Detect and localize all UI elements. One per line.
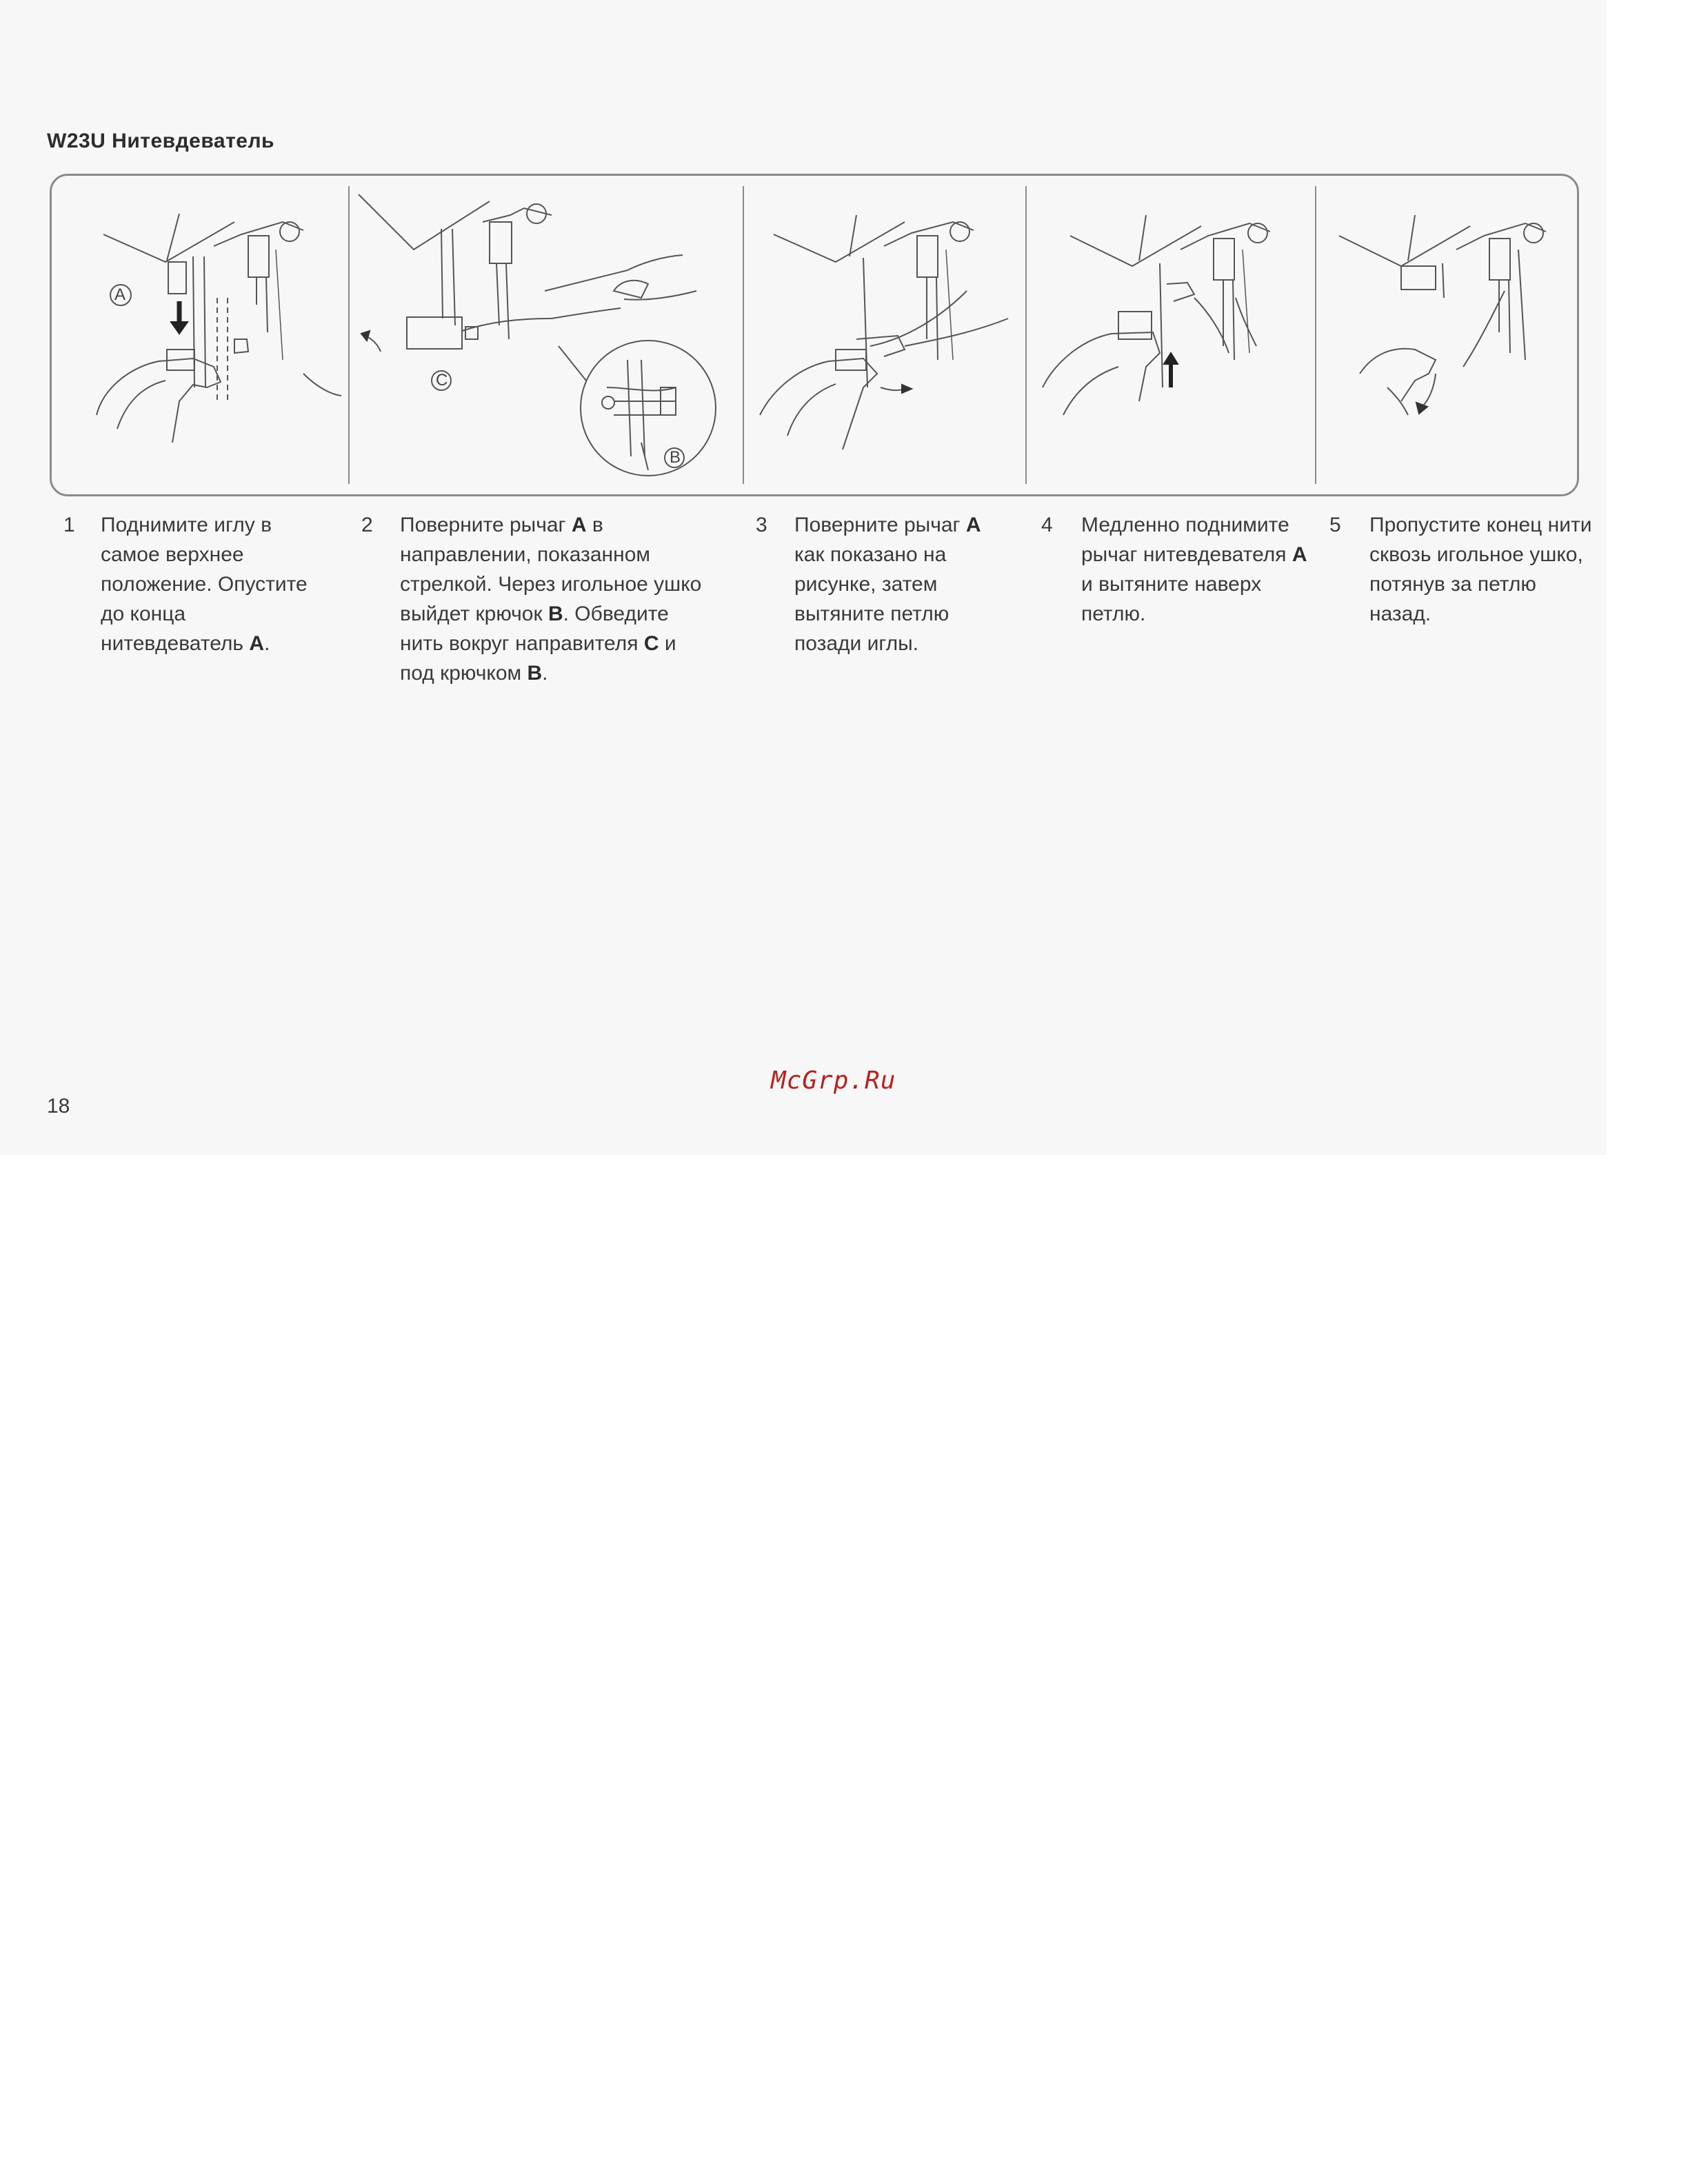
step-text-segment: Поверните рычаг <box>794 514 966 536</box>
step-text-segment: Медленно поднимите рычаг нитевдевателя <box>1081 514 1296 566</box>
label-a: A <box>114 285 126 304</box>
step-number: 3 <box>756 514 767 536</box>
panel-divider <box>1025 186 1027 484</box>
illustration-step-1 <box>76 181 345 491</box>
step-text <box>400 510 707 688</box>
page-number: 18 <box>47 1095 70 1118</box>
step-text-segment: Поверните рычаг <box>400 514 572 536</box>
step-number: 1 <box>63 514 75 536</box>
step-number: 2 <box>361 514 373 536</box>
step-text-segment: Поднимите иглу в самое верхнее положение. Опустите до конца нитевдеватель <box>101 514 314 655</box>
panel-divider <box>1315 186 1316 484</box>
step-text <box>794 510 1015 658</box>
page-title: W23U Нитевдеватель <box>47 130 274 152</box>
step-text-bold: B <box>527 662 543 685</box>
step-text-segment: в направлении, показанном стрелкой. Через игольное ушко выйдет крючок <box>400 514 707 625</box>
step-text-bold: B <box>547 603 563 625</box>
step-text-bold: C <box>643 632 659 655</box>
step-text <box>101 510 328 658</box>
step-text-segment: и под крючком <box>400 632 682 685</box>
step-text-segment: как показано на рисунке, затем вытяните петлю позади иглы. <box>794 514 987 655</box>
step-text-segment: Пропустите конец нити сквозь игольное ушко, потянув за петлю назад. <box>1369 514 1598 625</box>
watermark: McGrp.Ru <box>771 1066 896 1095</box>
step-text-segment: . Обведите нить вокруг направителя <box>400 603 675 655</box>
step-number: 4 <box>1041 514 1053 536</box>
step-text-segment: . <box>542 662 548 685</box>
panel-divider <box>743 186 744 484</box>
step-text-bold: A <box>1292 543 1307 566</box>
step-number: 5 <box>1329 514 1341 536</box>
step-text <box>1081 510 1313 629</box>
step-text-segment: . <box>264 632 270 655</box>
panel-divider <box>348 186 350 484</box>
step-text-bold: A <box>965 514 981 536</box>
label-b: B <box>670 448 681 467</box>
illustration-step-5 <box>1318 181 1580 491</box>
step-text-bold: A <box>249 632 265 655</box>
label-c: C <box>436 371 448 390</box>
step-text-bold: A <box>571 514 587 536</box>
step-text-segment: и вытяните наверх петлю. <box>1081 543 1313 625</box>
illustration-step-3 <box>746 181 1022 491</box>
step-text <box>1369 510 1597 629</box>
illustration-step-2 <box>352 181 741 491</box>
illustration-step-4 <box>1029 181 1312 491</box>
